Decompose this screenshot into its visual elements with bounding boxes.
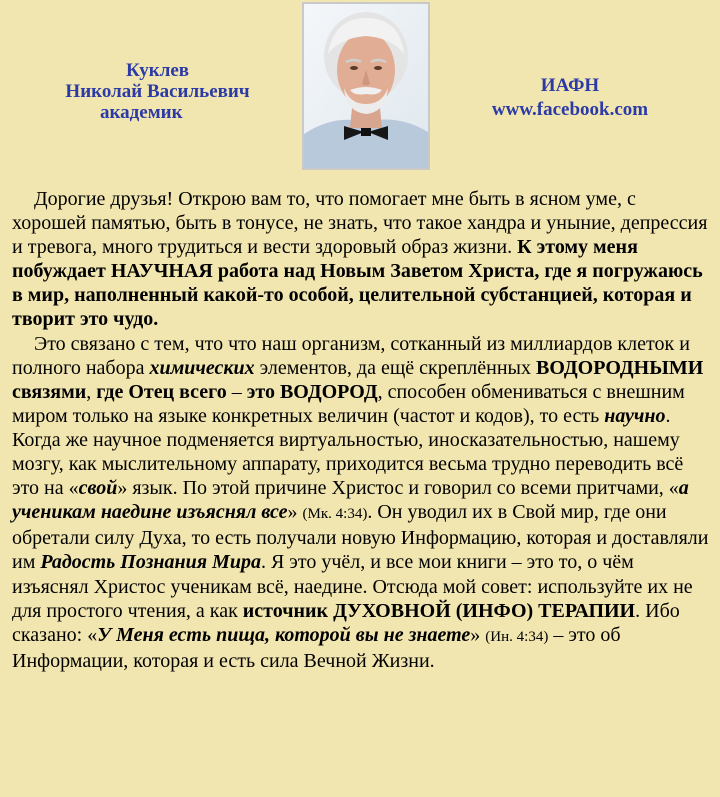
org-block: [470, 74, 670, 122]
header: [0, 0, 720, 180]
org-name: ИАФН: [540, 75, 600, 96]
text-run: источник ДУХОВНОЙ (ИНФО) ТЕРАПИИ: [242, 599, 636, 622]
text-run: научно: [604, 404, 666, 427]
article-body: [12, 187, 712, 673]
text-run: »: [470, 623, 486, 646]
text-run: ,: [86, 380, 97, 403]
text-run: (Мк. 4:34): [302, 506, 368, 523]
author-photo: [302, 2, 430, 170]
text-run: . Ибо сказано: «: [12, 599, 680, 646]
text-run: а ученикам наедине изъяснял все: [12, 477, 689, 524]
text-run: » язык. По этой причине Христос и говорил со всеми притчами, «: [117, 477, 679, 500]
text-run: –: [226, 380, 247, 403]
text-run: . Когда же научное подменяется виртуальностью, иносказательностью, нашему мозгу, как мыслительному аппарату, приходится весьма трудно переводить всё это на «: [12, 404, 684, 500]
text-run: Дорогие друзья! Открою вам то, что помогает мне быть в ясном уме, с хорошей памятью, быть в тонусе, не знать, что такое хандра и уныние, депрессия и тревога, много трудиться и вести здоровый образ жизни.: [12, 188, 708, 259]
text-run: (Ин. 4:34): [485, 628, 549, 645]
author-name: Николай Васильевич: [65, 81, 250, 102]
text-run: »: [287, 501, 303, 524]
text-run: Радость Познания Мира: [40, 551, 261, 574]
author-title: академик: [100, 102, 183, 123]
text-run: . Он уводил их в Свой мир, где они обретали силу Духа, то есть получали новую Информацию, которая и доставляли им: [12, 501, 709, 574]
text-run: – это об Информации, которая и есть сила Вечной Жизни.: [12, 623, 621, 672]
text-run: . Я это учёл, и все мои книги – это то, о чём изъяснял Христос ученикам всё, наедине. Отсюда мой совет: используйте их не для простого чтения, а как: [12, 551, 693, 622]
author-surname: Куклев: [125, 60, 190, 81]
text-run: К этому меня побуждает НАУЧНАЯ работа над Новым Заветом Христа, где я погружаюсь в мир, наполненный какой-то особой, целительной субстанцией, которая и творит это чудо.: [12, 236, 703, 331]
site-link[interactable]: www.facebook.com: [491, 99, 649, 120]
text-run: , способен обмениваться с внешним миром только на языке конкретных величин (частот и кодов), то есть: [12, 380, 685, 427]
text-run: Это связано с тем, что что наш организм, сотканный из миллиардов клеток и полного набора: [12, 332, 690, 379]
text-run: элементов, да ещё скреплённых: [254, 356, 536, 379]
paragraph-2: [12, 332, 712, 673]
author-block: [40, 60, 275, 123]
text-run: ВОДОРОДНЫМИ связями: [12, 356, 704, 403]
text-run: где Отец всего: [96, 380, 227, 403]
text-run: свой: [78, 477, 118, 500]
paragraph-1: [12, 187, 712, 332]
portrait-photo-icon: [304, 4, 428, 168]
text-run: химических: [149, 356, 255, 379]
text-run: это ВОДОРОД: [246, 380, 378, 403]
text-run: У Меня есть пища, которой вы не знаете: [97, 623, 471, 646]
